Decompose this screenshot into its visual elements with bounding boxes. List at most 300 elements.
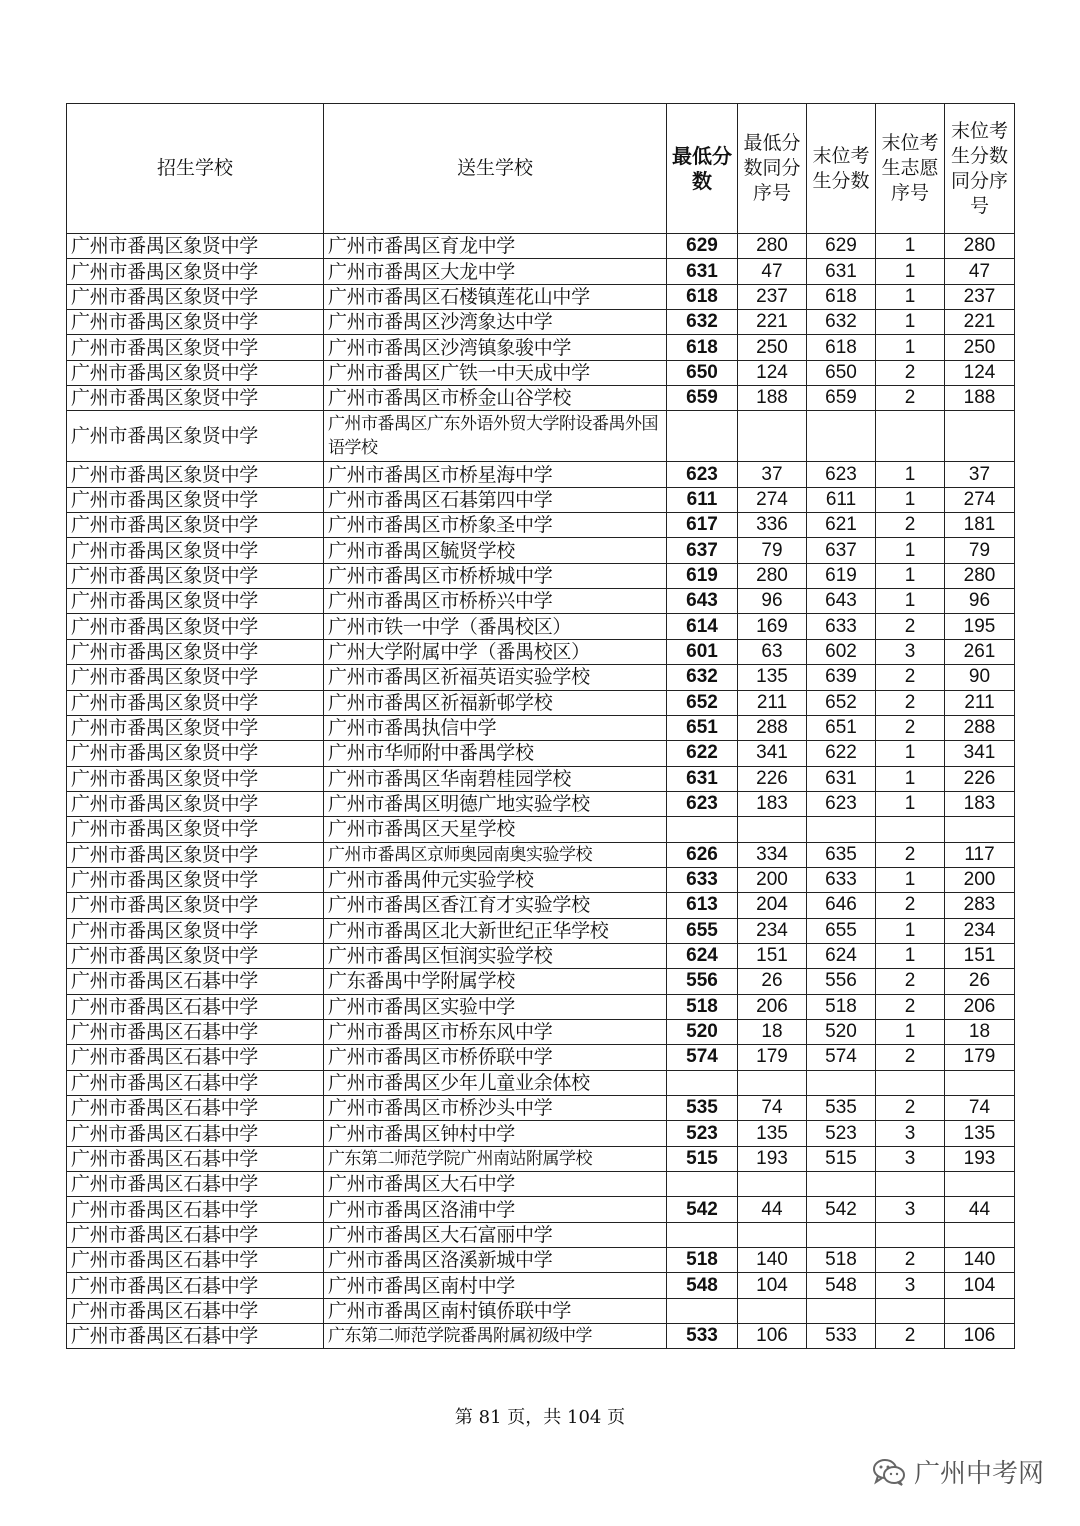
cell-last-tie-rank: 181 <box>945 513 1015 538</box>
cell-sending-school: 广州市番禺区南村镇侨联中学 <box>324 1298 667 1323</box>
cell-min-score-tie-rank: 336 <box>738 513 807 538</box>
cell-last-score: 623 <box>807 791 876 816</box>
cell-min-score: 631 <box>667 259 738 284</box>
cell-last-tie-rank: 193 <box>945 1146 1015 1171</box>
header-last-score: 末位考生分数 <box>807 104 876 234</box>
table-row <box>67 1146 1015 1171</box>
cell-sending-school: 广州市番禺区市桥星海中学 <box>324 462 667 487</box>
cell-min-score: 515 <box>667 1146 738 1171</box>
cell-sending-school: 广东第二师范学院广州南站附属学校 <box>324 1146 667 1171</box>
table-row <box>67 335 1015 360</box>
cell-sending-school: 广州市番禺区育龙中学 <box>324 234 667 259</box>
cell-sending-school: 广州市番禺区大石中学 <box>324 1172 667 1197</box>
cell-last-score: 651 <box>807 715 876 740</box>
cell-enrolling-school: 广州市番禺区象贤中学 <box>67 741 324 766</box>
cell-last-score: 618 <box>807 284 876 309</box>
table-row <box>67 360 1015 385</box>
cell-last-choice-rank <box>876 1222 945 1247</box>
cell-last-score: 650 <box>807 360 876 385</box>
cell-min-score-tie-rank: 74 <box>738 1096 807 1121</box>
table-row <box>67 690 1015 715</box>
cell-last-choice-rank: 3 <box>876 639 945 664</box>
cell-enrolling-school: 广州市番禺区象贤中学 <box>67 513 324 538</box>
table-row <box>67 563 1015 588</box>
cell-last-score <box>807 1222 876 1247</box>
cell-last-score: 602 <box>807 639 876 664</box>
cell-enrolling-school: 广州市番禺区象贤中学 <box>67 614 324 639</box>
table-row <box>67 893 1015 918</box>
header-min-score-tie-rank: 最低分数同分序号 <box>738 104 807 234</box>
cell-enrolling-school: 广州市番禺区石碁中学 <box>67 1070 324 1095</box>
cell-sending-school: 广州市番禺区香江育才实验学校 <box>324 893 667 918</box>
cell-min-score: 632 <box>667 310 738 335</box>
cell-last-score: 633 <box>807 614 876 639</box>
cell-last-choice-rank: 1 <box>876 284 945 309</box>
cell-last-score <box>807 1298 876 1323</box>
cell-min-score: 523 <box>667 1121 738 1146</box>
cell-min-score: 626 <box>667 842 738 867</box>
cell-min-score: 618 <box>667 335 738 360</box>
table-row <box>67 386 1015 411</box>
header-sending-school: 送生学校 <box>324 104 667 234</box>
cell-last-tie-rank <box>945 1298 1015 1323</box>
cell-last-score: 652 <box>807 690 876 715</box>
cell-last-score <box>807 411 876 462</box>
cell-sending-school: 广州市番禺区石楼镇莲花山中学 <box>324 284 667 309</box>
cell-min-score-tie-rank: 183 <box>738 791 807 816</box>
watermark-text: 广州中考网 <box>913 1459 1044 1489</box>
cell-min-score-tie-rank: 237 <box>738 284 807 309</box>
cell-last-tie-rank <box>945 817 1015 842</box>
table-row <box>67 1273 1015 1298</box>
cell-sending-school: 广州市番禺区大石富丽中学 <box>324 1222 667 1247</box>
cell-last-score: 535 <box>807 1096 876 1121</box>
cell-enrolling-school: 广州市番禺区石碁中学 <box>67 1222 324 1247</box>
cell-min-score-tie-rank: 179 <box>738 1045 807 1070</box>
cell-min-score: 650 <box>667 360 738 385</box>
cell-last-choice-rank: 2 <box>876 614 945 639</box>
cell-sending-school: 广州市番禺仲元实验学校 <box>324 867 667 892</box>
cell-last-score: 655 <box>807 918 876 943</box>
cell-last-score: 556 <box>807 969 876 994</box>
cell-last-tie-rank: 341 <box>945 741 1015 766</box>
cell-min-score: 632 <box>667 665 738 690</box>
cell-sending-school: 广州市番禺区沙湾象达中学 <box>324 310 667 335</box>
cell-enrolling-school: 广州市番禺区象贤中学 <box>67 386 324 411</box>
cell-last-tie-rank: 96 <box>945 589 1015 614</box>
table-row <box>67 665 1015 690</box>
watermark <box>872 1453 1044 1490</box>
cell-enrolling-school: 广州市番禺区象贤中学 <box>67 715 324 740</box>
cell-sending-school: 广州市番禺区实验中学 <box>324 994 667 1019</box>
table-row <box>67 614 1015 639</box>
table-row <box>67 462 1015 487</box>
cell-min-score-tie-rank: 140 <box>738 1248 807 1273</box>
cell-min-score-tie-rank: 204 <box>738 893 807 918</box>
cell-min-score: 574 <box>667 1045 738 1070</box>
table-row <box>67 1121 1015 1146</box>
cell-min-score-tie-rank: 274 <box>738 487 807 512</box>
cell-enrolling-school: 广州市番禺区象贤中学 <box>67 563 324 588</box>
cell-min-score: 633 <box>667 867 738 892</box>
header-enrolling-school: 招生学校 <box>67 104 324 234</box>
cell-min-score <box>667 1070 738 1095</box>
cell-min-score <box>667 1222 738 1247</box>
cell-last-choice-rank: 1 <box>876 741 945 766</box>
cell-last-tie-rank <box>945 1172 1015 1197</box>
cell-last-score: 515 <box>807 1146 876 1171</box>
cell-enrolling-school: 广州市番禺区象贤中学 <box>67 867 324 892</box>
cell-min-score-tie-rank: 79 <box>738 538 807 563</box>
table-row <box>67 918 1015 943</box>
cell-last-score: 622 <box>807 741 876 766</box>
cell-last-tie-rank <box>945 1222 1015 1247</box>
cell-sending-school: 广州市铁一中学（番禺校区） <box>324 614 667 639</box>
table-row <box>67 1324 1015 1349</box>
cell-last-choice-rank: 2 <box>876 1096 945 1121</box>
cell-last-tie-rank: 37 <box>945 462 1015 487</box>
cell-enrolling-school: 广州市番禺区象贤中学 <box>67 462 324 487</box>
cell-enrolling-school: 广州市番禺区石碁中学 <box>67 1146 324 1171</box>
cell-last-choice-rank: 2 <box>876 1045 945 1070</box>
cell-last-choice-rank: 1 <box>876 538 945 563</box>
cell-min-score-tie-rank: 334 <box>738 842 807 867</box>
cell-min-score: 601 <box>667 639 738 664</box>
cell-last-tie-rank: 200 <box>945 867 1015 892</box>
cell-last-choice-rank: 1 <box>876 310 945 335</box>
cell-sending-school: 广州市番禺区少年儿童业余体校 <box>324 1070 667 1095</box>
cell-last-choice-rank: 1 <box>876 1019 945 1044</box>
cell-min-score-tie-rank: 288 <box>738 715 807 740</box>
cell-min-score <box>667 411 738 462</box>
cell-sending-school: 广州市番禺区广东外语外贸大学附设番禺外国语学校 <box>324 411 667 462</box>
cell-last-score: 635 <box>807 842 876 867</box>
cell-last-choice-rank: 3 <box>876 1197 945 1222</box>
cell-min-score-tie-rank: 26 <box>738 969 807 994</box>
cell-last-choice-rank: 2 <box>876 842 945 867</box>
table-row <box>67 639 1015 664</box>
cell-last-tie-rank: 90 <box>945 665 1015 690</box>
cell-last-tie-rank: 79 <box>945 538 1015 563</box>
cell-min-score-tie-rank: 37 <box>738 462 807 487</box>
cell-sending-school: 广州市番禺区沙湾镇象骏中学 <box>324 335 667 360</box>
cell-min-score: 556 <box>667 969 738 994</box>
cell-sending-school: 广州市番禺区市桥金山谷学校 <box>324 386 667 411</box>
cell-min-score: 631 <box>667 766 738 791</box>
cell-sending-school: 广州市番禺区毓贤学校 <box>324 538 667 563</box>
cell-last-tie-rank: 261 <box>945 639 1015 664</box>
cell-min-score-tie-rank <box>738 1298 807 1323</box>
table-row <box>67 766 1015 791</box>
cell-last-tie-rank: 183 <box>945 791 1015 816</box>
cell-enrolling-school: 广州市番禺区石碁中学 <box>67 1019 324 1044</box>
table-row <box>67 867 1015 892</box>
cell-last-score: 624 <box>807 943 876 968</box>
cell-sending-school: 广州市番禺区广铁一中天成中学 <box>324 360 667 385</box>
cell-min-score: 617 <box>667 513 738 538</box>
table-row <box>67 1172 1015 1197</box>
cell-last-score: 629 <box>807 234 876 259</box>
cell-enrolling-school: 广州市番禺区石碁中学 <box>67 1045 324 1070</box>
cell-enrolling-school: 广州市番禺区象贤中学 <box>67 589 324 614</box>
header-min-score: 最低分数 <box>667 104 738 234</box>
cell-sending-school: 广州市番禺执信中学 <box>324 715 667 740</box>
cell-min-score-tie-rank: 221 <box>738 310 807 335</box>
score-table <box>66 103 1015 1349</box>
cell-last-tie-rank: 226 <box>945 766 1015 791</box>
cell-last-tie-rank: 47 <box>945 259 1015 284</box>
cell-last-tie-rank: 283 <box>945 893 1015 918</box>
cell-last-score: 659 <box>807 386 876 411</box>
cell-last-choice-rank: 2 <box>876 969 945 994</box>
cell-last-choice-rank: 3 <box>876 1146 945 1171</box>
cell-last-score: 646 <box>807 893 876 918</box>
cell-last-tie-rank: 188 <box>945 386 1015 411</box>
cell-min-score-tie-rank: 18 <box>738 1019 807 1044</box>
cell-enrolling-school: 广州市番禺区象贤中学 <box>67 690 324 715</box>
table-row <box>67 1096 1015 1121</box>
cell-last-score: 623 <box>807 462 876 487</box>
cell-sending-school: 广州市番禺区市桥象圣中学 <box>324 513 667 538</box>
table-row <box>67 994 1015 1019</box>
cell-min-score <box>667 1298 738 1323</box>
cell-sending-school: 广州市番禺区大龙中学 <box>324 259 667 284</box>
table-row <box>67 259 1015 284</box>
cell-last-choice-rank: 1 <box>876 766 945 791</box>
cell-min-score-tie-rank: 47 <box>738 259 807 284</box>
cell-min-score: 613 <box>667 893 738 918</box>
cell-last-tie-rank: 135 <box>945 1121 1015 1146</box>
cell-last-tie-rank: 106 <box>945 1324 1015 1349</box>
cell-min-score: 637 <box>667 538 738 563</box>
table-row <box>67 487 1015 512</box>
cell-last-score: 574 <box>807 1045 876 1070</box>
table-row <box>67 1298 1015 1323</box>
cell-enrolling-school: 广州市番禺区象贤中学 <box>67 639 324 664</box>
cell-last-choice-rank: 1 <box>876 335 945 360</box>
cell-last-tie-rank: 104 <box>945 1273 1015 1298</box>
cell-min-score-tie-rank <box>738 1222 807 1247</box>
cell-last-choice-rank <box>876 1298 945 1323</box>
cell-sending-school: 广州市番禺区市桥桥城中学 <box>324 563 667 588</box>
cell-last-choice-rank: 1 <box>876 563 945 588</box>
cell-min-score: 655 <box>667 918 738 943</box>
cell-last-choice-rank: 1 <box>876 867 945 892</box>
table-row <box>67 1248 1015 1273</box>
cell-last-tie-rank: 26 <box>945 969 1015 994</box>
cell-last-score: 518 <box>807 994 876 1019</box>
cell-enrolling-school: 广州市番禺区象贤中学 <box>67 665 324 690</box>
cell-last-score: 618 <box>807 335 876 360</box>
cell-last-score: 632 <box>807 310 876 335</box>
cell-last-tie-rank: 234 <box>945 918 1015 943</box>
cell-enrolling-school: 广州市番禺区象贤中学 <box>67 487 324 512</box>
cell-last-tie-rank: 250 <box>945 335 1015 360</box>
cell-last-tie-rank: 124 <box>945 360 1015 385</box>
cell-sending-school: 广州市番禺区天星学校 <box>324 817 667 842</box>
cell-last-tie-rank: 151 <box>945 943 1015 968</box>
cell-last-choice-rank: 1 <box>876 259 945 284</box>
header-last-tie-rank: 末位考生分数同分序号 <box>945 104 1015 234</box>
table-body <box>67 234 1015 1349</box>
cell-min-score: 622 <box>667 741 738 766</box>
cell-min-score: 652 <box>667 690 738 715</box>
cell-sending-school: 广州市番禺区华南碧桂园学校 <box>324 766 667 791</box>
cell-enrolling-school: 广州市番禺区石碁中学 <box>67 1197 324 1222</box>
cell-last-score <box>807 817 876 842</box>
header-row <box>67 104 1015 234</box>
table-row <box>67 1197 1015 1222</box>
cell-min-score-tie-rank <box>738 1172 807 1197</box>
cell-last-score: 523 <box>807 1121 876 1146</box>
cell-enrolling-school: 广州市番禺区象贤中学 <box>67 310 324 335</box>
cell-sending-school: 广州市番禺区市桥东风中学 <box>324 1019 667 1044</box>
table-row <box>67 817 1015 842</box>
header-last-choice-rank: 末位考生志愿序号 <box>876 104 945 234</box>
cell-last-score: 633 <box>807 867 876 892</box>
table-row <box>67 1045 1015 1070</box>
table-row <box>67 284 1015 309</box>
cell-sending-school: 广州市番禺区恒润实验学校 <box>324 943 667 968</box>
cell-min-score: 548 <box>667 1273 738 1298</box>
cell-last-score: 631 <box>807 259 876 284</box>
cell-min-score-tie-rank: 188 <box>738 386 807 411</box>
cell-min-score-tie-rank: 200 <box>738 867 807 892</box>
cell-last-score: 643 <box>807 589 876 614</box>
cell-min-score <box>667 1172 738 1197</box>
cell-min-score: 659 <box>667 386 738 411</box>
cell-sending-school: 广州市番禺区市桥侨联中学 <box>324 1045 667 1070</box>
cell-enrolling-school: 广州市番禺区象贤中学 <box>67 411 324 462</box>
cell-last-choice-rank: 2 <box>876 1248 945 1273</box>
cell-min-score-tie-rank: 206 <box>738 994 807 1019</box>
cell-min-score-tie-rank <box>738 817 807 842</box>
cell-last-choice-rank <box>876 1172 945 1197</box>
cell-min-score-tie-rank: 226 <box>738 766 807 791</box>
cell-last-choice-rank: 2 <box>876 360 945 385</box>
cell-sending-school: 广东第二师范学院番禺附属初级中学 <box>324 1324 667 1349</box>
cell-min-score-tie-rank: 193 <box>738 1146 807 1171</box>
table-row <box>67 715 1015 740</box>
cell-enrolling-school: 广州市番禺区石碁中学 <box>67 1172 324 1197</box>
cell-enrolling-school: 广州市番禺区象贤中学 <box>67 893 324 918</box>
cell-sending-school: 广州市番禺区洛溪新城中学 <box>324 1248 667 1273</box>
cell-last-tie-rank: 44 <box>945 1197 1015 1222</box>
cell-min-score-tie-rank: 250 <box>738 335 807 360</box>
cell-min-score: 533 <box>667 1324 738 1349</box>
cell-min-score-tie-rank: 106 <box>738 1324 807 1349</box>
cell-last-tie-rank: 179 <box>945 1045 1015 1070</box>
cell-sending-school: 广州大学附属中学（番禺校区） <box>324 639 667 664</box>
cell-sending-school: 广州市番禺区南村中学 <box>324 1273 667 1298</box>
cell-min-score-tie-rank: 341 <box>738 741 807 766</box>
cell-last-choice-rank: 1 <box>876 943 945 968</box>
cell-last-score: 542 <box>807 1197 876 1222</box>
cell-last-tie-rank: 211 <box>945 690 1015 715</box>
cell-sending-school: 广州市番禺区京师奥园南奥实验学校 <box>324 842 667 867</box>
cell-min-score: 535 <box>667 1096 738 1121</box>
cell-last-score: 619 <box>807 563 876 588</box>
cell-min-score: 518 <box>667 1248 738 1273</box>
cell-last-score: 637 <box>807 538 876 563</box>
cell-min-score-tie-rank: 124 <box>738 360 807 385</box>
cell-min-score-tie-rank: 63 <box>738 639 807 664</box>
page-footer: 第 81 页，共 104 页 <box>454 1407 626 1428</box>
cell-sending-school: 广州市番禺区钟村中学 <box>324 1121 667 1146</box>
cell-enrolling-school: 广州市番禺区象贤中学 <box>67 259 324 284</box>
cell-min-score: 624 <box>667 943 738 968</box>
cell-last-score <box>807 1172 876 1197</box>
table-row <box>67 234 1015 259</box>
cell-last-tie-rank: 221 <box>945 310 1015 335</box>
cell-min-score-tie-rank: 135 <box>738 1121 807 1146</box>
cell-enrolling-school: 广州市番禺区象贤中学 <box>67 918 324 943</box>
table-row <box>67 791 1015 816</box>
cell-min-score-tie-rank: 280 <box>738 234 807 259</box>
cell-last-choice-rank: 2 <box>876 386 945 411</box>
cell-enrolling-school: 广州市番禺区象贤中学 <box>67 335 324 360</box>
cell-enrolling-school: 广州市番禺区石碁中学 <box>67 1298 324 1323</box>
cell-last-tie-rank: 195 <box>945 614 1015 639</box>
table-row <box>67 842 1015 867</box>
cell-last-choice-rank: 2 <box>876 665 945 690</box>
cell-sending-school: 广州市番禺区明德广地实验学校 <box>324 791 667 816</box>
cell-last-choice-rank: 1 <box>876 589 945 614</box>
cell-min-score: 520 <box>667 1019 738 1044</box>
cell-sending-school: 广东番禺中学附属学校 <box>324 969 667 994</box>
cell-last-score <box>807 1070 876 1095</box>
cell-last-choice-rank: 1 <box>876 487 945 512</box>
table-row <box>67 538 1015 563</box>
cell-enrolling-school: 广州市番禺区石碁中学 <box>67 1324 324 1349</box>
table-row <box>67 310 1015 335</box>
cell-last-tie-rank: 74 <box>945 1096 1015 1121</box>
cell-last-tie-rank: 280 <box>945 234 1015 259</box>
cell-last-score: 639 <box>807 665 876 690</box>
cell-min-score-tie-rank <box>738 411 807 462</box>
cell-last-choice-rank: 2 <box>876 1324 945 1349</box>
cell-min-score-tie-rank: 169 <box>738 614 807 639</box>
cell-min-score-tie-rank: 280 <box>738 563 807 588</box>
cell-last-choice-rank: 2 <box>876 893 945 918</box>
cell-min-score-tie-rank: 104 <box>738 1273 807 1298</box>
table-row <box>67 513 1015 538</box>
cell-sending-school: 广州市番禺区市桥沙头中学 <box>324 1096 667 1121</box>
cell-min-score: 542 <box>667 1197 738 1222</box>
cell-min-score-tie-rank <box>738 1070 807 1095</box>
cell-last-choice-rank: 1 <box>876 462 945 487</box>
cell-last-choice-rank: 1 <box>876 791 945 816</box>
cell-last-tie-rank: 288 <box>945 715 1015 740</box>
cell-sending-school: 广州市华师附中番禺学校 <box>324 741 667 766</box>
cell-sending-school: 广州市番禺区北大新世纪正华学校 <box>324 918 667 943</box>
cell-min-score <box>667 817 738 842</box>
cell-last-tie-rank <box>945 1070 1015 1095</box>
cell-sending-school: 广州市番禺区洛浦中学 <box>324 1197 667 1222</box>
cell-last-choice-rank: 3 <box>876 1121 945 1146</box>
cell-last-tie-rank: 18 <box>945 1019 1015 1044</box>
cell-enrolling-school: 广州市番禺区象贤中学 <box>67 791 324 816</box>
cell-min-score: 618 <box>667 284 738 309</box>
cell-enrolling-school: 广州市番禺区象贤中学 <box>67 360 324 385</box>
cell-min-score-tie-rank: 44 <box>738 1197 807 1222</box>
cell-last-score: 520 <box>807 1019 876 1044</box>
table-row <box>67 969 1015 994</box>
cell-last-choice-rank <box>876 411 945 462</box>
cell-min-score: 614 <box>667 614 738 639</box>
cell-last-choice-rank: 2 <box>876 690 945 715</box>
cell-last-score: 548 <box>807 1273 876 1298</box>
